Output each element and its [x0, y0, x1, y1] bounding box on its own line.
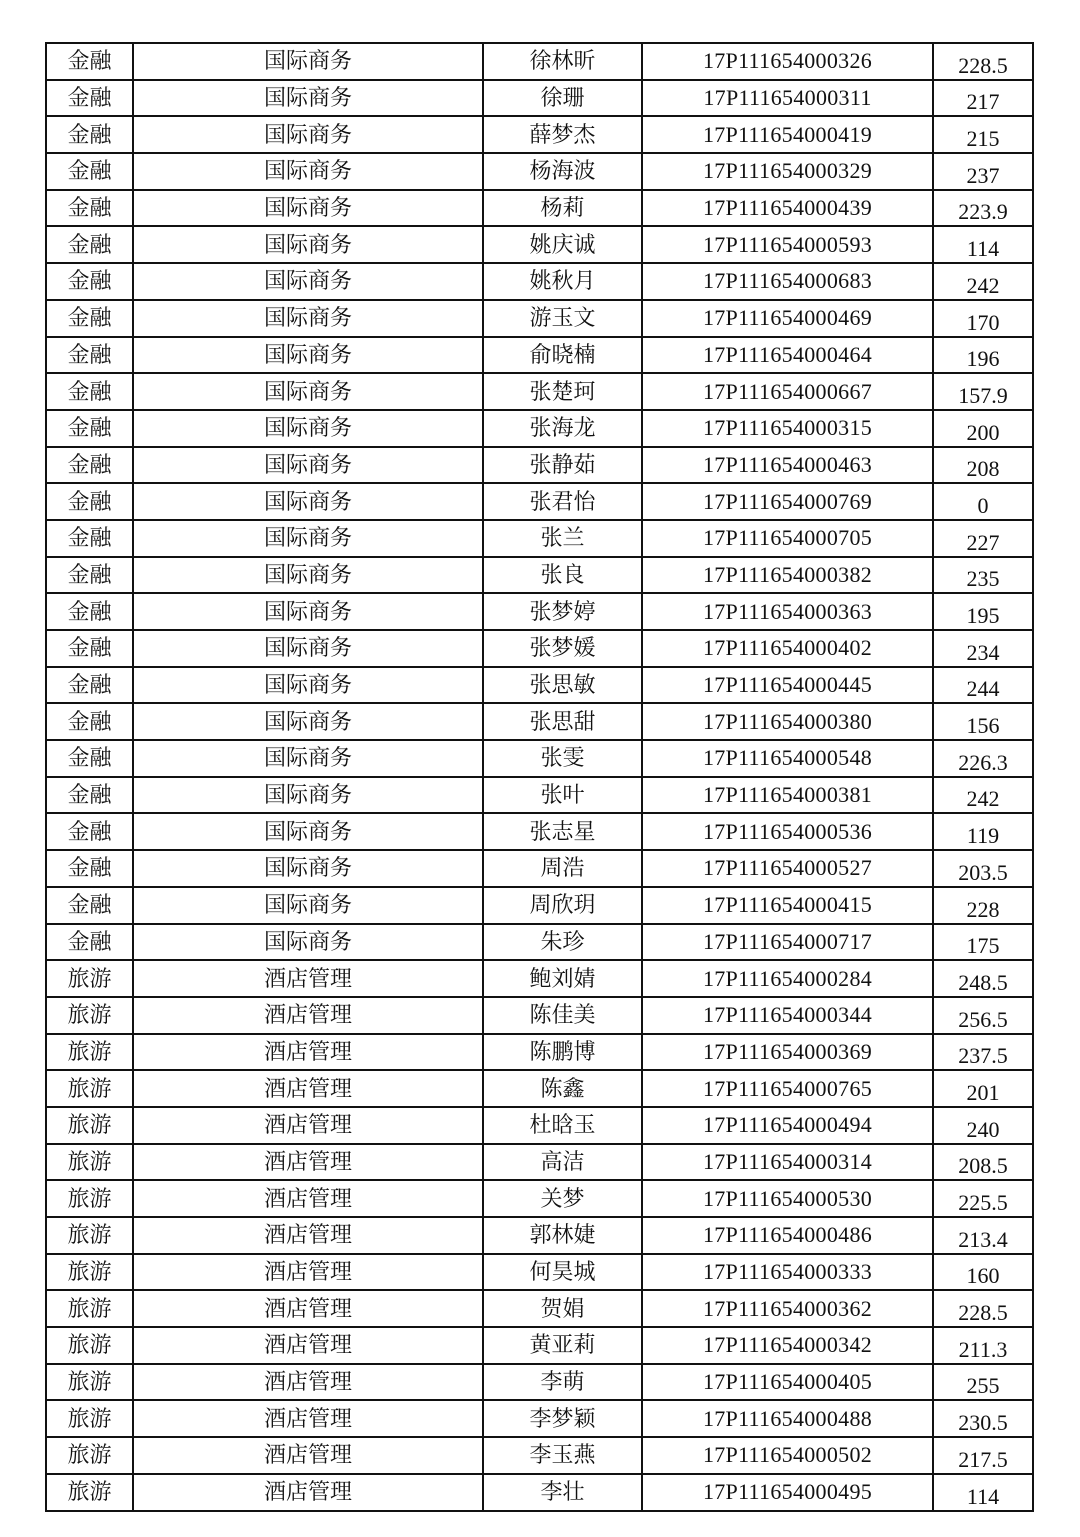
student-name-cell: 张良 [483, 557, 642, 594]
exam-id-cell: 17P111654000469 [642, 300, 933, 337]
score-cell: 228.5 [933, 1290, 1033, 1327]
score-cell: 196 [933, 337, 1033, 374]
table-row [46, 667, 1033, 704]
score-cell: 208.5 [933, 1144, 1033, 1181]
table-row [46, 1144, 1033, 1181]
category-cell: 金融 [46, 630, 133, 667]
table-row [46, 593, 1033, 630]
category-cell: 金融 [46, 887, 133, 924]
exam-id-cell: 17P111654000445 [642, 667, 933, 704]
student-name-cell: 李壮 [483, 1474, 642, 1511]
student-name-cell: 徐林昕 [483, 43, 642, 80]
score-table [45, 42, 1034, 1512]
major-cell: 酒店管理 [133, 1437, 483, 1474]
student-name-cell: 陈佳美 [483, 997, 642, 1034]
table-row [46, 813, 1033, 850]
score-cell: 242 [933, 263, 1033, 300]
category-cell: 金融 [46, 593, 133, 630]
score-cell: 200 [933, 410, 1033, 447]
exam-id-cell: 17P111654000344 [642, 997, 933, 1034]
category-cell: 旅游 [46, 1400, 133, 1437]
score-cell: 160 [933, 1254, 1033, 1291]
table-row [46, 777, 1033, 814]
exam-id-cell: 17P111654000769 [642, 483, 933, 520]
student-name-cell: 朱珍 [483, 924, 642, 961]
exam-id-cell: 17P111654000284 [642, 960, 933, 997]
student-name-cell: 游玉文 [483, 300, 642, 337]
exam-id-cell: 17P111654000667 [642, 373, 933, 410]
exam-id-cell: 17P111654000488 [642, 1400, 933, 1437]
score-cell: 244 [933, 667, 1033, 704]
major-cell: 酒店管理 [133, 1400, 483, 1437]
category-cell: 金融 [46, 483, 133, 520]
major-cell: 酒店管理 [133, 1107, 483, 1144]
exam-id-cell: 17P111654000381 [642, 777, 933, 814]
score-cell: 240 [933, 1107, 1033, 1144]
exam-id-cell: 17P111654000705 [642, 520, 933, 557]
student-name-cell: 薛梦杰 [483, 116, 642, 153]
score-cell: 230.5 [933, 1400, 1033, 1437]
score-cell: 228 [933, 887, 1033, 924]
score-cell: 208 [933, 447, 1033, 484]
score-cell: 234 [933, 630, 1033, 667]
major-cell: 国际商务 [133, 557, 483, 594]
score-cell: 119 [933, 813, 1033, 850]
student-name-cell: 杨莉 [483, 190, 642, 227]
student-name-cell: 张海龙 [483, 410, 642, 447]
student-name-cell: 张叶 [483, 777, 642, 814]
table-row [46, 1217, 1033, 1254]
exam-id-cell: 17P111654000717 [642, 924, 933, 961]
student-name-cell: 何昊城 [483, 1254, 642, 1291]
major-cell: 酒店管理 [133, 1180, 483, 1217]
table-row [46, 520, 1033, 557]
student-name-cell: 陈鹏博 [483, 1034, 642, 1071]
student-name-cell: 俞晓楠 [483, 337, 642, 374]
major-cell: 酒店管理 [133, 960, 483, 997]
major-cell: 国际商务 [133, 153, 483, 190]
score-cell: 114 [933, 1474, 1033, 1511]
score-cell: 175 [933, 924, 1033, 961]
exam-id-cell: 17P111654000333 [642, 1254, 933, 1291]
category-cell: 金融 [46, 226, 133, 263]
student-name-cell: 张楚珂 [483, 373, 642, 410]
exam-id-cell: 17P111654000527 [642, 850, 933, 887]
exam-id-cell: 17P111654000419 [642, 116, 933, 153]
major-cell: 国际商务 [133, 483, 483, 520]
score-cell: 242 [933, 777, 1033, 814]
student-name-cell: 黄亚莉 [483, 1327, 642, 1364]
table-row [46, 1290, 1033, 1327]
exam-id-cell: 17P111654000326 [642, 43, 933, 80]
exam-id-cell: 17P111654000311 [642, 80, 933, 117]
major-cell: 国际商务 [133, 80, 483, 117]
score-cell: 156 [933, 703, 1033, 740]
exam-id-cell: 17P111654000342 [642, 1327, 933, 1364]
category-cell: 金融 [46, 703, 133, 740]
category-cell: 金融 [46, 153, 133, 190]
table-row [46, 226, 1033, 263]
score-cell: 248.5 [933, 960, 1033, 997]
exam-id-cell: 17P111654000530 [642, 1180, 933, 1217]
score-cell: 228.5 [933, 43, 1033, 80]
major-cell: 酒店管理 [133, 1217, 483, 1254]
table-row [46, 1437, 1033, 1474]
major-cell: 国际商务 [133, 740, 483, 777]
major-cell: 国际商务 [133, 703, 483, 740]
exam-id-cell: 17P111654000683 [642, 263, 933, 300]
category-cell: 旅游 [46, 1474, 133, 1511]
exam-id-cell: 17P111654000548 [642, 740, 933, 777]
score-cell: 217 [933, 80, 1033, 117]
table-row [46, 300, 1033, 337]
major-cell: 酒店管理 [133, 1290, 483, 1327]
table-row [46, 1180, 1033, 1217]
major-cell: 国际商务 [133, 813, 483, 850]
student-name-cell: 周浩 [483, 850, 642, 887]
table-row [46, 1070, 1033, 1107]
exam-id-cell: 17P111654000495 [642, 1474, 933, 1511]
major-cell: 酒店管理 [133, 1327, 483, 1364]
table-row [46, 43, 1033, 80]
table-row [46, 1254, 1033, 1291]
exam-id-cell: 17P111654000464 [642, 337, 933, 374]
exam-id-cell: 17P111654000463 [642, 447, 933, 484]
exam-id-cell: 17P111654000486 [642, 1217, 933, 1254]
score-cell: 0 [933, 483, 1033, 520]
major-cell: 国际商务 [133, 43, 483, 80]
table-row [46, 1327, 1033, 1364]
table-row [46, 1474, 1033, 1511]
exam-id-cell: 17P111654000362 [642, 1290, 933, 1327]
category-cell: 旅游 [46, 1144, 133, 1181]
score-cell: 226.3 [933, 740, 1033, 777]
score-cell: 215 [933, 116, 1033, 153]
major-cell: 国际商务 [133, 887, 483, 924]
exam-id-cell: 17P111654000315 [642, 410, 933, 447]
score-cell: 114 [933, 226, 1033, 263]
score-cell: 170 [933, 300, 1033, 337]
exam-id-cell: 17P111654000536 [642, 813, 933, 850]
major-cell: 国际商务 [133, 924, 483, 961]
score-cell: 237 [933, 153, 1033, 190]
table-row [46, 373, 1033, 410]
category-cell: 金融 [46, 520, 133, 557]
major-cell: 国际商务 [133, 190, 483, 227]
table-row [46, 116, 1033, 153]
category-cell: 旅游 [46, 1437, 133, 1474]
table-row [46, 80, 1033, 117]
category-cell: 金融 [46, 300, 133, 337]
category-cell: 金融 [46, 924, 133, 961]
score-cell: 211.3 [933, 1327, 1033, 1364]
category-cell: 旅游 [46, 1034, 133, 1071]
category-cell: 金融 [46, 557, 133, 594]
category-cell: 金融 [46, 263, 133, 300]
exam-id-cell: 17P111654000494 [642, 1107, 933, 1144]
category-cell: 旅游 [46, 1290, 133, 1327]
score-cell: 217.5 [933, 1437, 1033, 1474]
category-cell: 旅游 [46, 1180, 133, 1217]
score-cell: 255 [933, 1364, 1033, 1401]
category-cell: 金融 [46, 116, 133, 153]
category-cell: 旅游 [46, 1254, 133, 1291]
student-name-cell: 郭林婕 [483, 1217, 642, 1254]
major-cell: 国际商务 [133, 667, 483, 704]
table-row [46, 190, 1033, 227]
major-cell: 国际商务 [133, 263, 483, 300]
student-name-cell: 张静茹 [483, 447, 642, 484]
category-cell: 金融 [46, 667, 133, 704]
student-name-cell: 杨海波 [483, 153, 642, 190]
score-cell: 213.4 [933, 1217, 1033, 1254]
exam-id-cell: 17P111654000380 [642, 703, 933, 740]
category-cell: 金融 [46, 190, 133, 227]
major-cell: 国际商务 [133, 410, 483, 447]
major-cell: 酒店管理 [133, 997, 483, 1034]
major-cell: 国际商务 [133, 850, 483, 887]
table-row [46, 887, 1033, 924]
student-name-cell: 张梦媛 [483, 630, 642, 667]
major-cell: 酒店管理 [133, 1034, 483, 1071]
table-row [46, 1034, 1033, 1071]
category-cell: 金融 [46, 373, 133, 410]
student-name-cell: 李萌 [483, 1364, 642, 1401]
table-row [46, 997, 1033, 1034]
student-name-cell: 高洁 [483, 1144, 642, 1181]
table-row [46, 1107, 1033, 1144]
score-cell: 223.9 [933, 190, 1033, 227]
major-cell: 国际商务 [133, 777, 483, 814]
major-cell: 国际商务 [133, 300, 483, 337]
major-cell: 酒店管理 [133, 1474, 483, 1511]
table-row [46, 850, 1033, 887]
student-name-cell: 李梦颖 [483, 1400, 642, 1437]
student-name-cell: 徐珊 [483, 80, 642, 117]
table-row [46, 703, 1033, 740]
category-cell: 金融 [46, 740, 133, 777]
category-cell: 金融 [46, 850, 133, 887]
score-cell: 157.9 [933, 373, 1033, 410]
student-name-cell: 贺娟 [483, 1290, 642, 1327]
category-cell: 金融 [46, 447, 133, 484]
table-row [46, 410, 1033, 447]
score-cell: 201 [933, 1070, 1033, 1107]
score-cell: 237.5 [933, 1034, 1033, 1071]
major-cell: 国际商务 [133, 630, 483, 667]
student-name-cell: 张梦婷 [483, 593, 642, 630]
major-cell: 国际商务 [133, 226, 483, 263]
table-row [46, 740, 1033, 777]
major-cell: 国际商务 [133, 520, 483, 557]
major-cell: 国际商务 [133, 447, 483, 484]
major-cell: 国际商务 [133, 337, 483, 374]
exam-id-cell: 17P111654000382 [642, 557, 933, 594]
category-cell: 金融 [46, 410, 133, 447]
student-name-cell: 陈鑫 [483, 1070, 642, 1107]
table-row [46, 153, 1033, 190]
score-cell: 225.5 [933, 1180, 1033, 1217]
major-cell: 国际商务 [133, 373, 483, 410]
major-cell: 国际商务 [133, 116, 483, 153]
score-cell: 235 [933, 557, 1033, 594]
student-name-cell: 周欣玥 [483, 887, 642, 924]
score-cell: 256.5 [933, 997, 1033, 1034]
table-row [46, 263, 1033, 300]
category-cell: 金融 [46, 80, 133, 117]
table-row [46, 483, 1033, 520]
category-cell: 旅游 [46, 1107, 133, 1144]
exam-id-cell: 17P111654000593 [642, 226, 933, 263]
student-name-cell: 张志星 [483, 813, 642, 850]
student-name-cell: 鲍刘婧 [483, 960, 642, 997]
student-name-cell: 李玉燕 [483, 1437, 642, 1474]
score-table-body [46, 43, 1033, 1511]
exam-id-cell: 17P111654000415 [642, 887, 933, 924]
student-name-cell: 杜晗玉 [483, 1107, 642, 1144]
student-name-cell: 姚庆诚 [483, 226, 642, 263]
student-name-cell: 张君怡 [483, 483, 642, 520]
table-row [46, 447, 1033, 484]
table-row [46, 630, 1033, 667]
table-row [46, 1364, 1033, 1401]
student-name-cell: 张思敏 [483, 667, 642, 704]
student-name-cell: 关梦 [483, 1180, 642, 1217]
student-name-cell: 姚秋月 [483, 263, 642, 300]
category-cell: 金融 [46, 813, 133, 850]
major-cell: 酒店管理 [133, 1070, 483, 1107]
table-row [46, 1400, 1033, 1437]
exam-id-cell: 17P111654000502 [642, 1437, 933, 1474]
table-row [46, 337, 1033, 374]
table-row [46, 960, 1033, 997]
category-cell: 旅游 [46, 960, 133, 997]
category-cell: 旅游 [46, 997, 133, 1034]
category-cell: 金融 [46, 337, 133, 374]
exam-id-cell: 17P111654000329 [642, 153, 933, 190]
major-cell: 酒店管理 [133, 1254, 483, 1291]
exam-id-cell: 17P111654000402 [642, 630, 933, 667]
score-cell: 203.5 [933, 850, 1033, 887]
major-cell: 酒店管理 [133, 1144, 483, 1181]
category-cell: 金融 [46, 777, 133, 814]
student-name-cell: 张兰 [483, 520, 642, 557]
exam-id-cell: 17P111654000439 [642, 190, 933, 227]
score-cell: 195 [933, 593, 1033, 630]
student-name-cell: 张雯 [483, 740, 642, 777]
category-cell: 金融 [46, 43, 133, 80]
major-cell: 国际商务 [133, 593, 483, 630]
category-cell: 旅游 [46, 1364, 133, 1401]
student-name-cell: 张思甜 [483, 703, 642, 740]
category-cell: 旅游 [46, 1217, 133, 1254]
exam-id-cell: 17P111654000405 [642, 1364, 933, 1401]
exam-id-cell: 17P111654000363 [642, 593, 933, 630]
major-cell: 酒店管理 [133, 1364, 483, 1401]
score-cell: 227 [933, 520, 1033, 557]
exam-id-cell: 17P111654000765 [642, 1070, 933, 1107]
category-cell: 旅游 [46, 1070, 133, 1107]
table-row [46, 557, 1033, 594]
table-row [46, 924, 1033, 961]
exam-id-cell: 17P111654000369 [642, 1034, 933, 1071]
exam-id-cell: 17P111654000314 [642, 1144, 933, 1181]
category-cell: 旅游 [46, 1327, 133, 1364]
